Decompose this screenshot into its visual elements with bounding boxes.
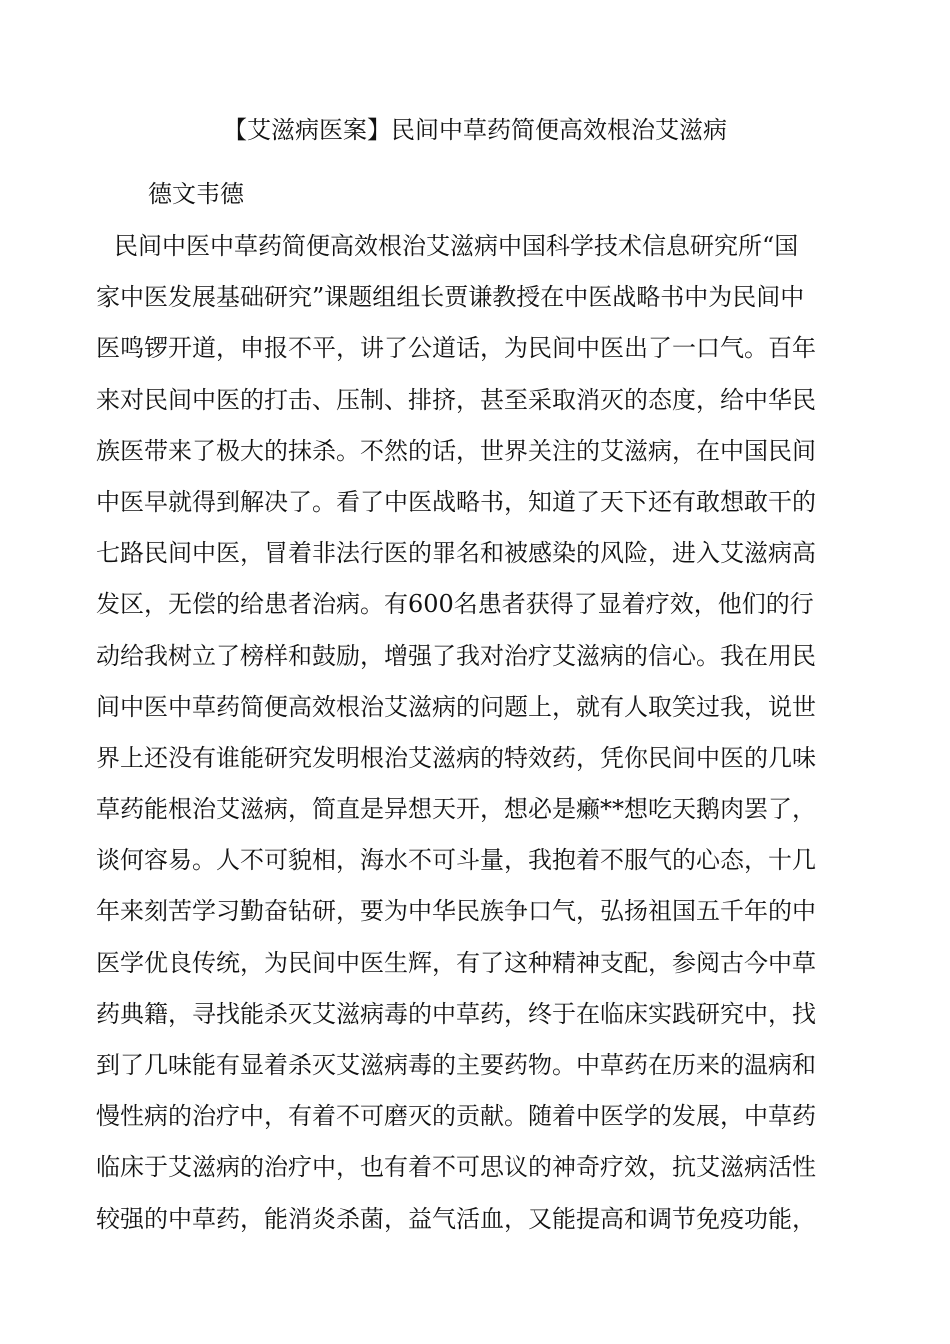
body-line: 谈何容易。人不可貌相，海水不可斗量，我抱着不服气的心态，十几 xyxy=(96,846,816,875)
body-line: 家中医发展基础研究”课题组组长贾谦教授在中医战略书中为民间中 xyxy=(96,283,805,312)
body-line: 族医带来了极大的抹杀。不然的话，世界关注的艾滋病，在中国民间 xyxy=(96,436,816,465)
author-name: 德文韦德 xyxy=(148,180,244,208)
body-line: 发区，无偿的给患者治病。有600名患者获得了显着疗效，他们的行 xyxy=(96,590,814,619)
body-line: 较强的中草药，能消炎杀菌，益气活血，又能提高和调节免疫功能， xyxy=(96,1204,816,1233)
body-line: 来对民间中医的打击、压制、排挤，甚至采取消灭的态度，给中华民 xyxy=(96,385,816,414)
document-title: 【艾滋病医案】民间中草药简便高效根治艾滋病 xyxy=(223,116,727,144)
body-line: 医鸣锣开道，申报不平，讲了公道话，为民间中医出了一口气。百年 xyxy=(96,334,816,363)
body-line: 界上还没有谁能研究发明根治艾滋病的特效药，凭你民间中医的几味 xyxy=(96,743,816,772)
body-line: 间中医中草药简便高效根治艾滋病的问题上，就有人取笑过我，说世 xyxy=(96,692,816,721)
body-line: 临床于艾滋病的治疗中，也有着不可思议的神奇疗效，抗艾滋病活性 xyxy=(96,1153,816,1182)
body-line: 医学优良传统，为民间中医生辉，有了这种精神支配，参阅古今中草 xyxy=(96,948,816,977)
body-line: 年来刻苦学习勤奋钻研，要为中华民族争口气，弘扬祖国五千年的中 xyxy=(96,897,816,926)
body-line: 七路民间中医，冒着非法行医的罪名和被感染的风险，进入艾滋病高 xyxy=(96,539,816,568)
body-line: 动给我树立了榜样和鼓励，增强了我对治疗艾滋病的信心。我在用民 xyxy=(96,641,816,670)
body-text xyxy=(96,228,876,1252)
body-line: 中医早就得到解决了。看了中医战略书，知道了天下还有敢想敢干的 xyxy=(96,487,816,516)
body-line: 药典籍，寻找能杀灭艾滋病毒的中草药，终于在临床实践研究中，找 xyxy=(96,999,816,1028)
body-line: 到了几味能有显着杀灭艾滋病毒的主要药物。中草药在历来的温病和 xyxy=(96,1051,816,1079)
body-line: 草药能根治艾滋病，简直是异想天开，想必是癞**想吃天鹅肉罢了， xyxy=(96,795,816,824)
body-line: 民间中医中草药简便高效根治艾滋病中国科学技术信息研究所“国 xyxy=(114,232,799,260)
body-line: 慢性病的治疗中，有着不可磨灭的贡献。随着中医学的发展，中草药 xyxy=(96,1102,816,1131)
